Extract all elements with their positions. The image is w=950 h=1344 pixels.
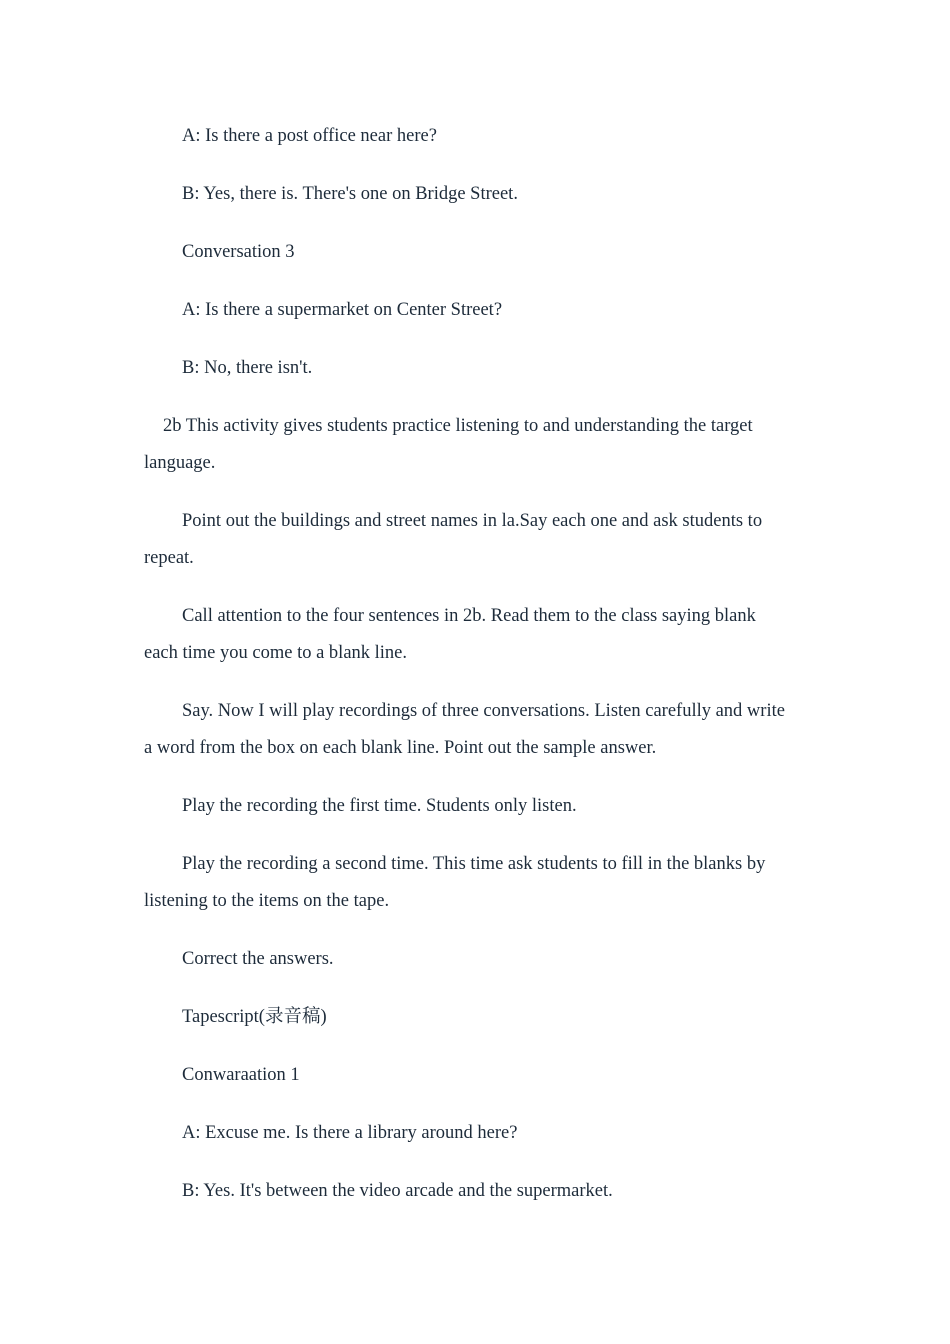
dialogue-line: B: Yes. It's between the video arcade and the supermarket. (182, 1181, 613, 1201)
instruction-paragraph: Call attention to the four sentences in 2b. Read them to the class saying blank each time you come to a blank line. (144, 606, 756, 663)
dialogue-line: A: Is there a post office near here? (182, 126, 437, 146)
instruction-paragraph: Say. Now I will play recordings of three conversations. Listen carefully and write a word from the box on each blank line. Point out the sample answer. (144, 701, 785, 758)
instruction-paragraph: Play the recording the first time. Students only listen. (182, 796, 577, 816)
tapescript-heading: Tapescript(录音稿) (182, 1007, 327, 1027)
dialogue-line: B: Yes, there is. There's one on Bridge Street. (182, 184, 518, 204)
conversation-heading: Conwaraation 1 (182, 1065, 300, 1085)
instruction-paragraph: Play the recording a second time. This time ask students to fill in the blanks by listening to the items on the tape. (144, 854, 766, 911)
dialogue-line: A: Is there a supermarket on Center Street? (182, 300, 503, 320)
dialogue-line: A: Excuse me. Is there a library around here? (182, 1123, 518, 1143)
activity-paragraph: 2b This activity gives students practice listening to and understanding the target language. (144, 416, 753, 473)
instruction-paragraph: Correct the answers. (182, 949, 334, 969)
instruction-paragraph: Point out the buildings and street names in la.Say each one and ask students to repeat. (144, 511, 763, 568)
dialogue-line: B: No, there isn't. (182, 358, 313, 378)
conversation-heading: Conversation 3 (182, 242, 295, 262)
